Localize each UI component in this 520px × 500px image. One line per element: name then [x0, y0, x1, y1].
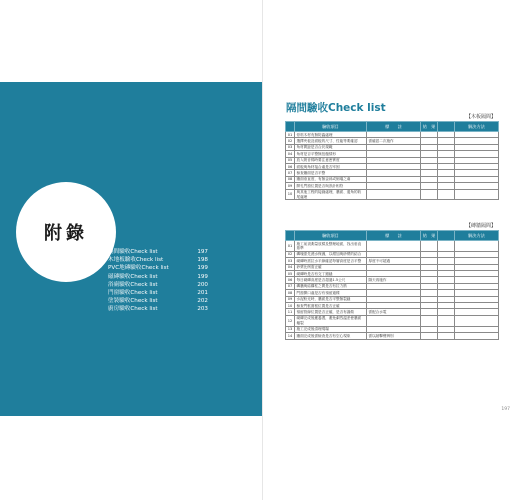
- row-number: 04: [286, 264, 295, 270]
- header-solution: 解決方法: [455, 231, 499, 241]
- row-note: 需配合水電: [367, 309, 421, 315]
- row-item: 磚牆與結構柱之間是否有拉力筋: [295, 283, 367, 289]
- toc-item-page: 201: [197, 290, 208, 297]
- row-result-ok: [421, 189, 438, 200]
- row-result-ng: [438, 315, 455, 326]
- row-number: 02: [286, 138, 295, 144]
- chapter-title: 附錄: [44, 223, 88, 244]
- table-row: [286, 189, 499, 200]
- toc-item-page: 198: [197, 257, 208, 264]
- chapter-title-circle: [16, 182, 116, 282]
- table-row: [286, 315, 499, 326]
- toc-item: [108, 256, 208, 264]
- row-item: 放入吸音棉時要注意密實度: [295, 157, 367, 163]
- row-number: 07: [286, 170, 295, 176]
- row-number: 10: [286, 189, 295, 200]
- toc-item-page: 202: [197, 298, 208, 305]
- row-note: [367, 189, 421, 200]
- row-solution: [455, 189, 499, 200]
- row-result-ok: [421, 315, 438, 326]
- toc-item-label: 磁磚驗收Check list: [108, 273, 158, 280]
- row-number: 04: [286, 151, 295, 157]
- page-title: 隔間驗收Check list: [286, 102, 386, 114]
- row-number: 12: [286, 315, 295, 326]
- page-number: 197: [501, 407, 510, 412]
- row-number: 08: [286, 176, 295, 182]
- header-result-2: [438, 122, 455, 132]
- checklist-table-wood: [285, 121, 499, 200]
- row-number: 13: [286, 326, 295, 332]
- toc-item-label: 隔間驗收Check list: [108, 249, 158, 255]
- toc-item-page: 197: [197, 249, 208, 255]
- row-item: 開孔門窗位置是否與設計相符: [295, 183, 367, 189]
- row-item: 磚塊需先澆水保濕，以增加與砂漿的結合: [295, 251, 367, 257]
- row-item: 牆面完成後需檢查是否有空心現象: [295, 333, 367, 339]
- row-note: 需以敲擊聲辨別: [367, 333, 421, 339]
- header-item: 驗收項目: [295, 122, 367, 132]
- toc-item-page: 203: [197, 306, 208, 313]
- row-note: 厚度不可超過: [367, 258, 421, 264]
- toc-item-label: PVC地磚驗收Check list: [108, 265, 169, 272]
- toc-item-label: 廚房驗收Check list: [108, 306, 158, 313]
- row-number: 14: [286, 333, 295, 339]
- header-no: [286, 231, 295, 241]
- toc-item: [108, 305, 208, 313]
- toc-item: [108, 273, 208, 281]
- row-item: 選擇夾板及面板的尺寸、性能等要確認: [295, 138, 367, 144]
- row-number: 06: [286, 277, 295, 283]
- toc-item: [108, 264, 208, 272]
- header-note: 標 註: [367, 122, 421, 132]
- row-item: 預留管線位置是否正確，是否有漏做: [295, 309, 367, 315]
- row-item: 檢查牆面是否平整: [295, 170, 367, 176]
- row-number: 09: [286, 296, 295, 302]
- toc-item-label: 木地板驗收Check list: [108, 257, 164, 264]
- row-result-ng: [438, 333, 455, 339]
- row-number: 06: [286, 164, 295, 170]
- row-result-ok: [421, 241, 438, 252]
- row-result-ng: [438, 241, 455, 252]
- row-note: 需確認二次施作: [367, 138, 421, 144]
- toc-item-page: 200: [197, 281, 208, 288]
- row-number: 11: [286, 309, 295, 315]
- header-solution: 解決方法: [455, 122, 499, 132]
- toc-item-page: 199: [197, 273, 208, 280]
- row-number: 03: [286, 144, 295, 150]
- row-item: 砌磚時需拉水平線確認每層高度是否平整: [295, 258, 367, 264]
- toc-item-label: 浴廁驗收Check list: [108, 281, 158, 288]
- row-item: 骨料木材有無防蟲處理: [295, 132, 367, 138]
- row-note: 隔天再施作: [367, 277, 421, 283]
- row-item: 門窗開口處是否有預留過樑: [295, 290, 367, 296]
- row-result-ok: [421, 333, 438, 339]
- row-number: 10: [286, 303, 295, 309]
- row-solution: [455, 315, 499, 326]
- toc-item-label: 門窗驗收Check list: [108, 290, 158, 297]
- row-item: 砂漿比例需正確: [295, 264, 367, 270]
- toc-item: [108, 281, 208, 289]
- row-item: 牆面垂直度，有無歪斜或倒塌之虞: [295, 176, 367, 182]
- row-item: 施工完成後清理現場: [295, 326, 367, 332]
- row-note: [367, 315, 421, 326]
- row-item: 角材間距是否合於規範: [295, 144, 367, 150]
- row-number: 03: [286, 258, 295, 264]
- row-item: 每日砌磚高度是否超過1.5公尺: [295, 277, 367, 283]
- row-number: 01: [286, 132, 295, 138]
- row-solution: [455, 333, 499, 339]
- table-row: [286, 333, 499, 339]
- header-result: 結 果: [421, 122, 438, 132]
- row-number: 05: [286, 271, 295, 277]
- table-of-contents: [108, 248, 208, 314]
- row-result-ng: [438, 189, 455, 200]
- right-page: [263, 0, 520, 500]
- row-solution: [455, 241, 499, 252]
- row-item: 面板與角材接合處是否牢固: [295, 164, 367, 170]
- toc-item: [108, 289, 208, 297]
- row-item: 施工前須測量放樣及整理地面，找出垂直基準: [295, 241, 367, 252]
- toc-item-page: 199: [197, 265, 208, 272]
- section-label-wood: 【木板隔間】: [465, 114, 496, 120]
- row-number: 02: [286, 251, 295, 257]
- row-item: 砌磚時是否有交丁錯縫: [295, 271, 367, 277]
- row-item: 砌磚完成後應養護，避免劇烈溫差使牆面龜裂: [295, 315, 367, 326]
- header-result-2: [438, 231, 455, 241]
- header-no: [286, 122, 295, 132]
- row-note: [367, 241, 421, 252]
- header-note: 標 註: [367, 231, 421, 241]
- row-number: 07: [286, 283, 295, 289]
- toc-item-label: 塗裝驗收Check list: [108, 298, 158, 305]
- row-number: 01: [286, 241, 295, 252]
- row-item: 與其他工程的接縫處理，牆面、邊角的收尾處理: [295, 189, 367, 200]
- table-row: [286, 241, 499, 252]
- section-label-brick: 【磚牆隔間】: [465, 223, 496, 229]
- row-item: 水泥粉光時，牆面是否平整無裂縫: [295, 296, 367, 302]
- row-number: 05: [286, 157, 295, 163]
- row-item: 角材是否平整無扭翹情形: [295, 151, 367, 157]
- row-item: 檢查門框窗框位置是否正確: [295, 303, 367, 309]
- header-result: 結 果: [421, 231, 438, 241]
- header-item: 驗收項目: [295, 231, 367, 241]
- row-number: 09: [286, 183, 295, 189]
- checklist-table-brick: [285, 230, 499, 340]
- toc-item: [108, 297, 208, 305]
- row-number: 08: [286, 290, 295, 296]
- toc-item: [108, 248, 208, 256]
